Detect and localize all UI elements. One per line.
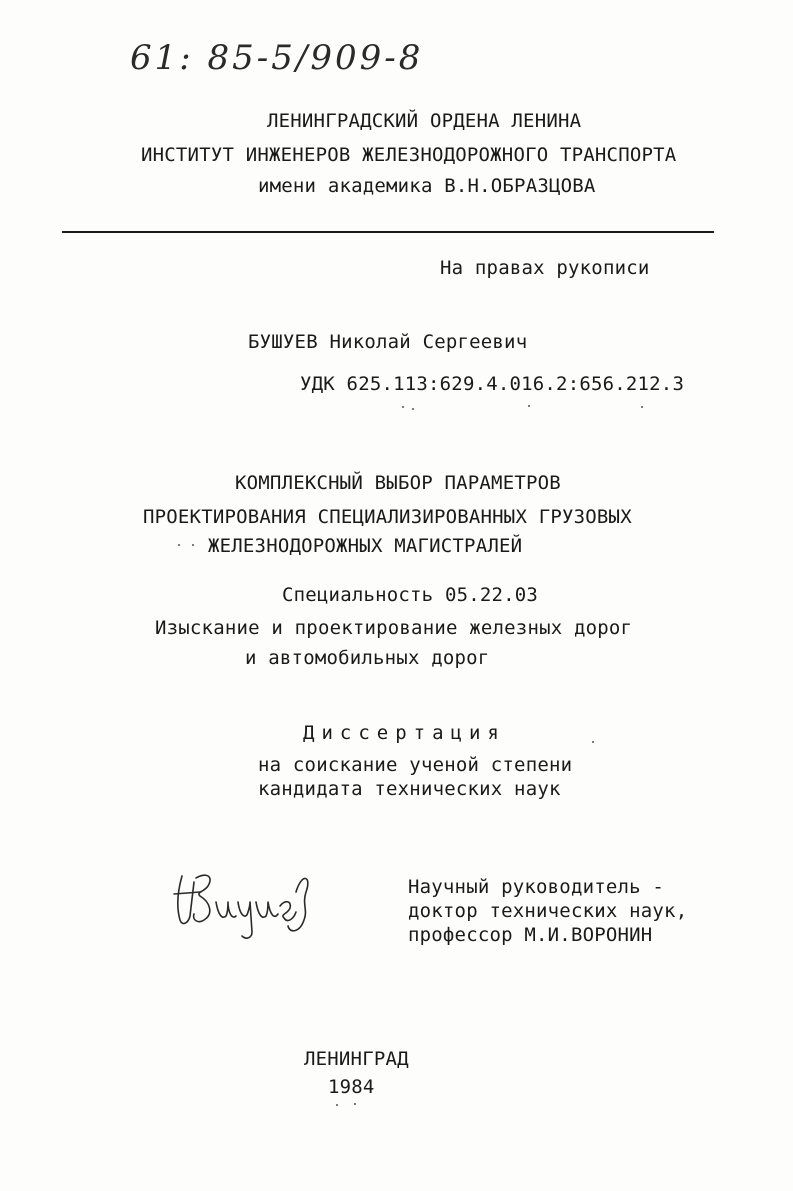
dissertation-purpose-line-2: кандидата технических наук	[258, 778, 561, 800]
supervisor-line-3: профессор М.И.ВОРОНИН	[408, 924, 653, 946]
header-line-3: имени академика В.Н.ОБРАЗЦОВА	[258, 175, 596, 197]
header-line-1: ЛЕНИНГРАДСКИЙ ОРДЕНА ЛЕНИНА	[267, 110, 582, 132]
header-divider	[62, 231, 714, 233]
specialty-code: Специальность 05.22.03	[282, 584, 539, 606]
scan-speck	[641, 406, 643, 408]
specialty-name-line-2: и автомобильных дорог	[245, 647, 490, 669]
supervisor-line-1: Научный руководитель -	[408, 876, 665, 898]
manuscript-rights: На правах рукописи	[440, 257, 650, 279]
supervisor-line-2: доктор технических наук,	[408, 900, 688, 922]
archive-number: 61: 85-5/909-8	[130, 38, 424, 78]
footer-city: ЛЕНИНГРАД	[304, 1048, 409, 1070]
scan-speck	[178, 544, 180, 546]
scan-speck	[192, 544, 194, 546]
author-name: БУШУЕВ Николай Сергеевич	[248, 331, 528, 353]
dissertation-purpose-line-1: на соискание ученой степени	[258, 754, 573, 776]
scan-speck	[336, 1104, 338, 1106]
author-signature	[170, 862, 320, 942]
scan-speck	[412, 408, 414, 410]
title-line-1: КОМПЛЕКСНЫЙ ВЫБОР ПАРАМЕТРОВ	[235, 472, 561, 494]
specialty-name-line-1: Изыскание и проектирование железных дорог	[155, 617, 633, 639]
scan-speck	[402, 406, 404, 408]
scan-speck	[528, 405, 530, 407]
udc-code: УДК 625.113:629.4.016.2:656.212.3	[300, 373, 685, 395]
dissertation-label: Диссертация	[303, 722, 506, 744]
title-line-3: ЖЕЛЕЗНОДОРОЖНЫХ МАГИСТРАЛЕЙ	[208, 535, 523, 557]
header-line-2: ИНСТИТУТ ИНЖЕНЕРОВ ЖЕЛЕЗНОДОРОЖНОГО ТРАНСПОРТА	[141, 144, 677, 166]
scan-speck	[592, 741, 594, 743]
title-line-2: ПРОЕКТИРОВАНИЯ СПЕЦИАЛИЗИРОВАННЫХ ГРУЗОВЫХ	[143, 506, 632, 528]
footer-year: 1984	[328, 1076, 375, 1098]
scan-speck	[354, 1103, 356, 1105]
